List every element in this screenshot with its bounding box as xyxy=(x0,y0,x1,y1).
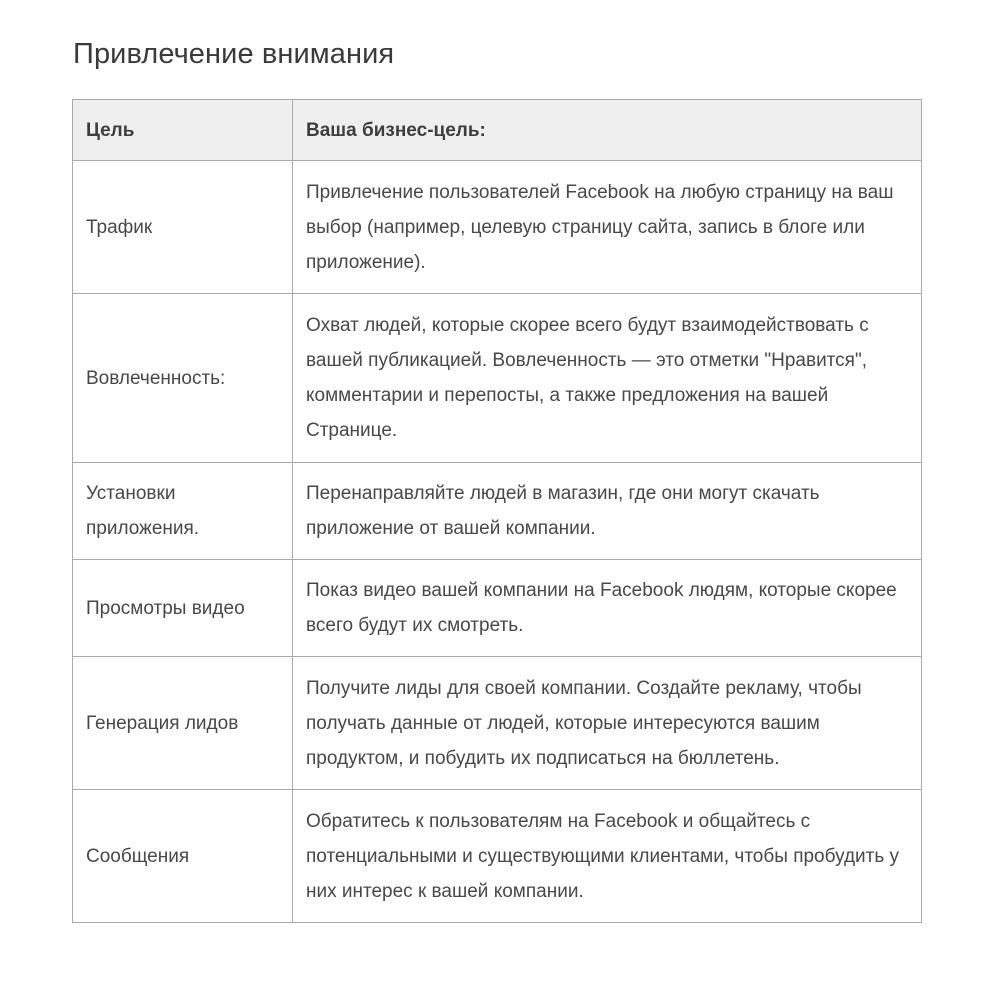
goal-cell: Установки приложения. xyxy=(73,463,293,560)
description-cell: Охват людей, которые скорее всего будут взаимодействовать с вашей публикацией. Вовлеченность — это отметки "Нравится", комментарии и перепосты, а также предложения на вашей Странице. xyxy=(293,294,922,463)
table-header xyxy=(73,100,922,161)
table-body xyxy=(73,161,922,923)
table-row xyxy=(73,161,922,294)
description-cell: Привлечение пользователей Facebook на любую страницу на ваш выбор (например, целевую страницу сайта, запись в блоге или приложение). xyxy=(293,161,922,294)
table-row xyxy=(73,790,922,923)
section-title: Привлечение внимания xyxy=(73,38,395,70)
goal-cell: Генерация лидов xyxy=(73,657,293,790)
goal-cell: Трафик xyxy=(73,161,293,294)
goal-cell: Сообщения xyxy=(73,790,293,923)
table-row xyxy=(73,294,922,463)
goal-cell: Вовлеченность: xyxy=(73,294,293,463)
header-business-goal: Ваша бизнес-цель: xyxy=(293,100,922,161)
table-row xyxy=(73,560,922,657)
goal-cell: Просмотры видео xyxy=(73,560,293,657)
header-goal: Цель xyxy=(73,100,293,161)
table-row xyxy=(73,463,922,560)
goals-table xyxy=(72,99,922,923)
description-cell: Получите лиды для своей компании. Создайте рекламу, чтобы получать данные от людей, которые интересуются вашим продуктом, и побудить их подписаться на бюллетень. xyxy=(293,657,922,790)
description-cell: Показ видео вашей компании на Facebook людям, которые скорее всего будут их смотреть. xyxy=(293,560,922,657)
description-cell: Перенаправляйте людей в магазин, где они могут скачать приложение от вашей компании. xyxy=(293,463,922,560)
description-cell: Обратитесь к пользователям на Facebook и общайтесь с потенциальными и существующими клиентами, чтобы пробудить у них интерес к вашей компании. xyxy=(293,790,922,923)
header-row xyxy=(73,100,922,161)
table-row xyxy=(73,657,922,790)
